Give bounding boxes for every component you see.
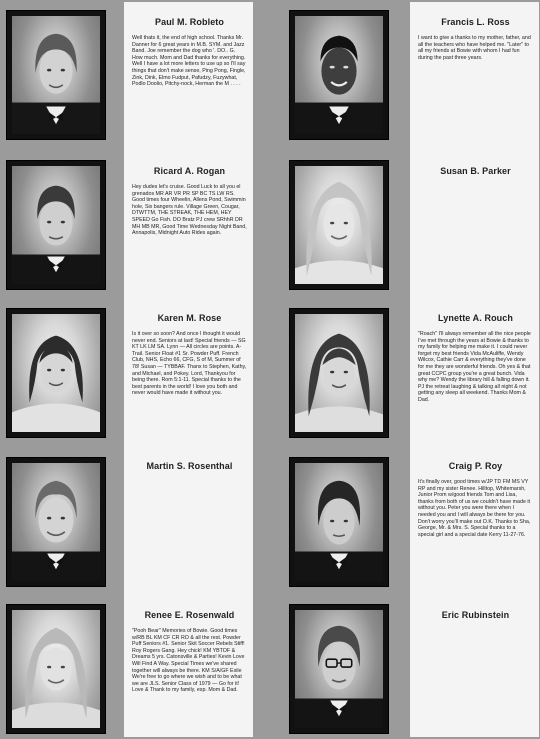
senior-entry [410,461,539,538]
student-name: Francis L. Ross [441,17,510,27]
student-name: Ricard A. Rogan [153,166,226,176]
senior-entry [410,610,539,628]
senior-entry [124,166,253,237]
senior-message: "Pooh Bear" Memories of Bowie. Good times w/RB BL KM CF CR RO & all the rest. Powder Puff Seniors #1. Senior Skit Soccer Rebels Stiff! Roy Rogers Gang. Hey chick! KM YBTOF & Dreams 5 yrs. Catonsville & Parties! Kevin Love Will Find A Way. Special Times we've shared together will always be there. KM S/A/GF Exile We're free to go where we wish and to be what we are JLS. Senior Class of 1979 — Go for it! Love & Thank to my family, esp. Mom & Dad. [132,628,245,694]
student-name: Martin S. Rosenthal [146,461,233,471]
student-name: Craig P. Roy [448,461,503,471]
portrait-photo [289,604,389,734]
portrait-photo [6,160,106,290]
senior-entry [410,166,539,184]
portrait-photo [289,10,389,140]
senior-message: Hey dudes let's cruise. Good Luck to all you el grenados MR AR VR PR SP BC TS LW RS. Good times four Wheelin, Allens Pond, Swimmin hole, Six bangers rule. Village Green, Cougar, DTWTTM, THE STREAK, THE HEM, HEY SPEED Go Fish. DO Bratz PJ crew SRhhR DR MH MB MR, Good Time Wednesday Night Band, Annapolis, Midnight Auto Rides again. [132,184,247,237]
portrait-photo [6,10,106,140]
senior-message: Is it over so soon? And once I thought it would never end. Seniors at last! Special friends — SG KT LK LM SA. Lynn — All circles are points. A-Trail. Senior Float #1 Sr. Powder Puff. French Club, NHS, Echo 66, CFG, S of M, Summer of 78! Susan — TYBBAF. Thanx to Stephen, Kathy, and Michael, and Pokey. Lord, Thankyou for being there. Rom 5:1-11. Special thanks to the best parents in the world! I love you both and never would have made it without you. [132,331,247,397]
portrait-photo [6,604,106,734]
portrait-photo [6,457,106,587]
left-text-panel [124,2,253,737]
student-name: Paul M. Robleto [155,17,224,27]
student-name: Karen M. Rose [157,313,222,323]
senior-message: It's finally over, good times w/JP TD FM MS VY RP and my sister Renee. Hilltop, Whitemarsh, Junior Prom w/good friends Tom and Lisa, thanks from both of us we couldn't have made it without you. Peter you were there when I needed you and I will always be there for you. Don't worry you'll make out O.K. Thanks to Sha, George, Mr. & Mrs. S. Special thanks to a special girl and a special date Kerry 11-27-76. [418,479,531,538]
student-name: Susan B. Parker [440,166,511,176]
student-name: Renee E. Rosenwald [144,610,235,620]
senior-entry [124,17,253,88]
senior-message: "Roach" I'll always remember all the nice people I've met through the years at Bowie & thanks to my family for helping me make it. I could never forget my best friends Vida McAuliffe, Wendy Wilcox, Cathie Carr & everything they've done for me they are wonderful friends. Oh yes & that great CCPC group you're a great bunch. Vida why me? Wendy the library hill & falling down it. PJ the retreat laughing & talking all night & not getting any sleep all weekend. Thanks Mom & Dad. [418,331,531,403]
student-name: Lynette A. Rouch [438,313,513,323]
senior-entry [124,313,253,397]
senior-message: I want to give a thanks to my mother, father, and all the teachers who have helped me. "Later" to all my friends at Bowie with whom I had fun during the past three years. [418,35,531,61]
student-name: Eric Rubinstein [441,610,510,620]
senior-message: Well thats it, the end of high school. Thanks Mr. Danner for 6 great years in M.B. SYM. and Jazz Band. Joe remember the dog who '. DO.. G. How much. Mom and Dad thanks for everything. Well I have a lot more letters to use up so I'll say things that don't make sense, Ping Pong, Fingle, Zink, Dink, Elmo Fudput, Pafudzy, Fuzywhat, Podlo Doolio, Pitchy-nock, Herman the M . . . . [132,35,246,88]
senior-entry [124,610,253,694]
right-text-panel [410,2,539,737]
portrait-photo [289,160,389,290]
portrait-photo [289,308,389,438]
senior-entry [124,461,253,479]
senior-entry [410,313,539,404]
portrait-photo [289,457,389,587]
portrait-photo [6,308,106,438]
senior-entry [410,17,539,61]
